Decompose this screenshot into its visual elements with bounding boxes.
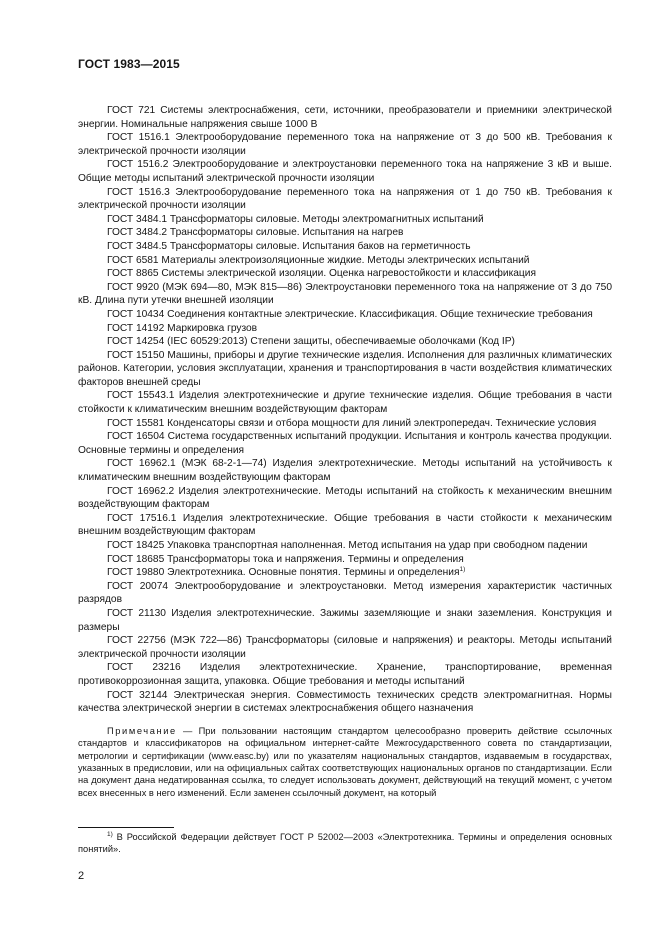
footnote-mark: 1) [107, 831, 113, 838]
reference-item: ГОСТ 3484.1 Трансформаторы силовые. Методы электромагнитных испытаний [107, 213, 484, 225]
reference-item: ГОСТ 18425 Упаковка транспортная наполненная. Метод испытания на удар при свободном падении [107, 540, 588, 551]
reference-text: ГОСТ 19880 Электротехника. Основные понятия. Термины и определения [107, 567, 460, 579]
reference-item: ГОСТ 1516.2 Электрооборудование и электроустановки переменного тока на напряжение 3 кВ и выше. Общие методы испытаний электрической прочности изоляции [78, 159, 612, 184]
note-text: При пользовании настоящим стандартом целесообразно проверить действие ссылочных стандартов и классификаторов на официальном интернет-сайте Межгосударственного совета по стандартизации, метрологии и сертификации (www.easc.by) или по указателям национальных стандартов, издаваемым в государствах, указанных в предисловии, или на официальных сайтах соответствующих национальных органов по стандартизации. Если на документ дана недатированная ссылка, то следует использовать документ, действующий на текущий момент, с учетом всех внесенных в него изменений. Если заменен ссылочный документ, на который [78, 725, 612, 798]
reference-item: ГОСТ 15150 Машины, приборы и другие технические изделия. Исполнения для различных климатических районов. Категории, условия эксплуатации, хранения и транспортирования в части воздействия климатических факторов внешней среды [78, 349, 612, 388]
reference-item: ГОСТ 721 Системы электроснабжения, сети, источники, преобразователи и приемники электрической энергии. Номинальные напряжения свыше 1000 В [78, 105, 612, 130]
footnote [78, 831, 612, 856]
note-paragraph [78, 725, 612, 799]
reference-item: ГОСТ 17516.1 Изделия электротехнические. Общие требования в части стойкости к механическим внешним воздействующим факторам [78, 512, 612, 538]
footnote-text: В Российской Федерации действует ГОСТ Р 52002—2003 «Электротехника. Термины и определения основных понятий». [78, 832, 612, 855]
reference-item: ГОСТ 10434 Соединения контактные электрические. Классификация. Общие технические требования [107, 308, 593, 320]
page-number: 2 [78, 870, 85, 882]
reference-item: ГОСТ 9920 (МЭК 694—80, МЭК 815—86) Электроустановки переменного тока на напряжение от 3 до 750 кВ. Длина пути утечки внешней изоляции [78, 281, 612, 307]
reference-item: ГОСТ 20074 Электрооборудование и электроустановки. Метод измерения характеристик частичных разрядов [78, 580, 612, 606]
note-dash: — [176, 725, 199, 736]
footnote-separator [78, 827, 174, 828]
reference-item: ГОСТ 15581 Конденсаторы связи и отбора мощности для линий электропередач. Технические условия [107, 417, 597, 429]
reference-item: ГОСТ 16504 Система государственных испытаний продукции. Испытания и контроль качества продукции. Основные термины и определения [78, 431, 612, 456]
reference-item: ГОСТ 21130 Изделия электротехнические. Зажимы заземляющие и знаки заземления. Конструкция и размеры [78, 607, 612, 633]
reference-item: ГОСТ 1516.1 Электрооборудование переменного тока на напряжение от 3 до 500 кВ. Требования к электрической прочности изоляции [78, 132, 612, 157]
reference-item: ГОСТ 16962.2 Изделия электротехнические. Методы испытаний на стойкость к механическим внешним воздействующим факторам [78, 485, 612, 511]
document-header: ГОСТ 1983—2015 [78, 57, 180, 71]
reference-item: ГОСТ 15543.1 Изделия электротехнические и другие технические изделия. Общие требования в части стойкости к климатическим внешним воздействующим факторам [78, 390, 612, 416]
reference-item: ГОСТ 3484.2 Трансформаторы силовые. Испытания на нагрев [107, 227, 404, 239]
reference-item: ГОСТ 3484.5 Трансформаторы силовые. Испытания баков на герметичность [107, 240, 471, 252]
reference-item: ГОСТ 14254 (IEC 60529:2013) Степени защиты, обеспечиваемые оболочками (Код IP) [107, 336, 515, 348]
reference-item: ГОСТ 23216 Изделия электротехнические. Хранение, транспортирование, временная противокоррозионная защита, упаковка. Общие требования и методы испытаний [78, 662, 612, 687]
footnote-reference-mark: 1) [459, 566, 466, 574]
note-label: Примечание [107, 725, 177, 736]
reference-item: ГОСТ 22756 (МЭК 722—86) Трансформаторы (силовые и напряжения) и реакторы. Методы испытаний электрической прочности изоляции [78, 635, 612, 660]
reference-item: ГОСТ 6581 Материалы электроизоляционные жидкие. Методы электрических испытаний [107, 254, 530, 266]
reference-item: ГОСТ 14192 Маркировка грузов [107, 322, 258, 334]
reference-item: ГОСТ 32144 Электрическая энергия. Совместимость технических средств электромагнитная. Нормы качества электрической энергии в системах электроснабжения общего назначения [78, 689, 612, 715]
reference-item: ГОСТ 8865 Системы электрической изоляции. Оценка нагревостойкости и классификация [107, 268, 536, 280]
reference-item: ГОСТ 16962.1 (МЭК 68-2-1—74) Изделия электротехнические. Методы испытаний на устойчивость к климатическим внешним воздействующим факторам [78, 458, 612, 484]
reference-item: ГОСТ 1516.3 Электрооборудование переменного тока на напряжения от 1 до 750 кВ. Требования к электрической прочности изоляции [78, 186, 612, 212]
normative-references [78, 104, 612, 799]
reference-item-with-footnote [78, 566, 612, 580]
reference-item: ГОСТ 18685 Трансформаторы тока и напряжения. Термины и определения [107, 553, 464, 565]
